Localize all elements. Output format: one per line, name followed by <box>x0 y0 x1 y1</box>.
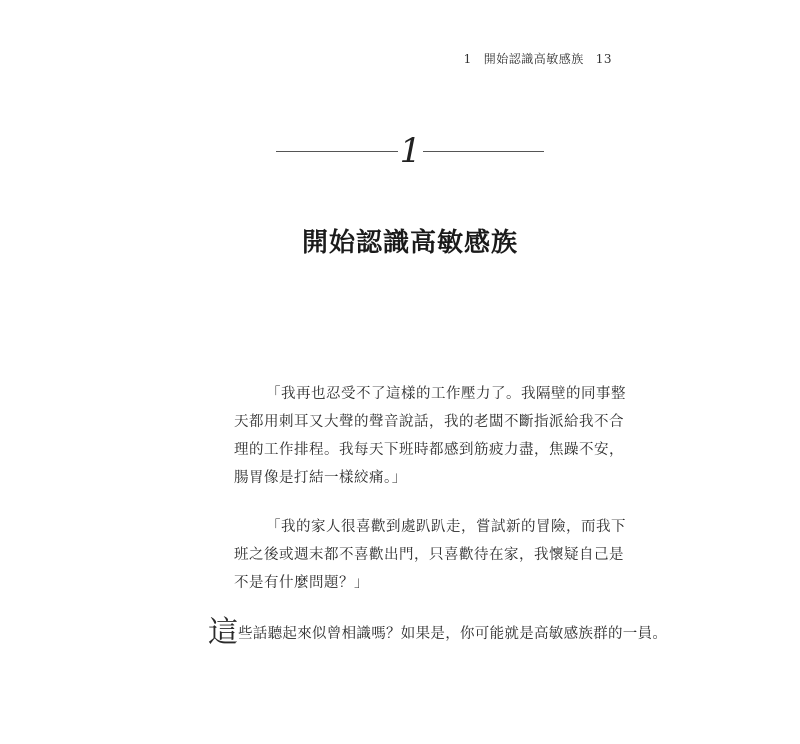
quote-block <box>234 380 626 492</box>
quote-block <box>234 513 626 597</box>
running-head <box>464 50 612 67</box>
running-head-chapter-number: 1 <box>463 52 472 66</box>
running-head-chapter-title: 開始認識高敏感族 <box>483 52 584 66</box>
chapter-number-ornament <box>276 132 544 172</box>
quote-line: 天都用刺耳又大聲的聲音說話，我的老闆不斷指派給我不合 <box>234 414 624 430</box>
chapter-rule-left <box>276 151 398 152</box>
body-paragraph <box>208 615 668 650</box>
page-number: 13 <box>595 52 612 66</box>
quote-line: 理的工作排程。我每天下班時都感到筋疲力盡，焦躁不安， <box>234 442 624 458</box>
chapter-title: 開始認識高敏感族 <box>301 228 518 258</box>
quote-line: 不是有什麼問題？」 <box>234 575 369 591</box>
quote-line: 班之後或週末都不喜歡出門，只喜歡待在家，我懷疑自己是 <box>234 547 624 563</box>
chapter-rule-right <box>423 151 544 152</box>
quote-line: 「我再也忍受不了這樣的工作壓力了。我隔壁的同事整 <box>266 386 626 402</box>
quote-line: 「我的家人很喜歡到處趴趴走，嘗試新的冒險，而我下 <box>266 519 626 535</box>
quote-line: 腸胃像是打結一樣絞痛。」 <box>234 470 407 486</box>
chapter-number: 1 <box>399 131 422 171</box>
body-text: 些話聽起來似曾相識嗎？如果是，你可能就是高敏感族群的一員。 <box>238 626 668 642</box>
drop-cap: 這 <box>208 615 238 650</box>
